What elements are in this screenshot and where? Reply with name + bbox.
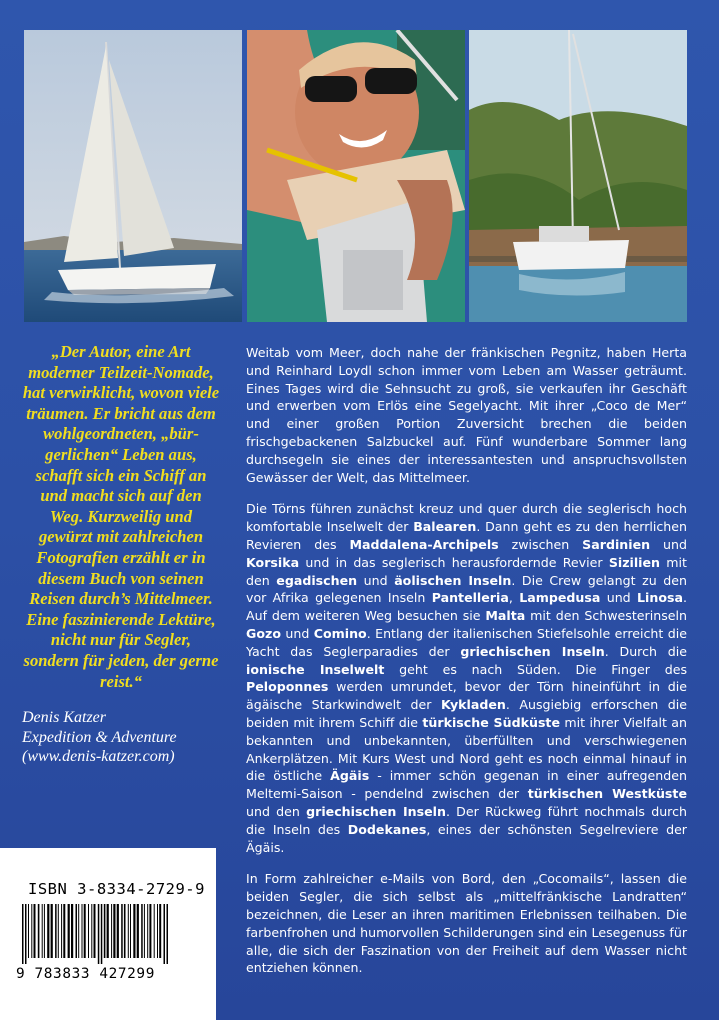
blurb-paragraph-3: In Form zahlreicher e-Mails von Bord, den „Cocomails“, lassen die beiden Segler, die sich selbst als „mittelfränkische Landratten“ bezeichnen, die Leser an ihren maritimen Erlebnissen teilhaben. Die farbenfrohen und humorvollen Schilderungen sind ein Lesegenuss für alle, die sich der Faszination von der Freiheit auf dem Wasser nicht entziehen können. [246, 871, 687, 976]
highlighted-place: Sardinien [582, 536, 651, 552]
blurb-paragraph-2 [246, 500, 687, 856]
barcode-bar [61, 904, 62, 958]
highlighted-place: Ägäis [330, 768, 370, 784]
highlighted-place: griechischen Inseln [460, 643, 605, 659]
barcode-bar [141, 904, 143, 958]
highlighted-place: Dodekanes [347, 821, 427, 837]
barcode-bar [28, 904, 29, 958]
blurb-text-segment: und [600, 590, 638, 606]
blurb-text-segment: . Dann geht es zu den herrlichen Revieren des [246, 519, 688, 552]
barcode-bar [55, 904, 57, 958]
blurb-text-segment: und [357, 572, 395, 588]
blurb-text-segment: werden umrundet, bevor der Törn hineinführt in die ägäische Starkwindwelt der [246, 679, 687, 713]
quote-author: Denis Katzer [22, 709, 106, 726]
barcode-bar [71, 904, 73, 958]
barcode-bar [78, 904, 79, 958]
barcode-bar [128, 904, 129, 958]
blurb-text [246, 344, 687, 991]
blurb-paragraph-1: Weitab vom Meer, doch nahe der fränkischen Pegnitz, haben Herta und Reinhard Loydl schon immer vom Leben am Wasser geträumt. Eines Tages wird die Sehnsucht zu groß, sie verkaufen ihr Geschäft und erwerben vom Erlös eine Segelyacht. Mit ihrer „Coco de Mer“ und einer großen Portion Zuversicht brechen die beiden frischgebackenen Salzbuckel auf. Fünf wunderbare Sommer lang durchsegeln sie eines der interessantesten und anspruchsvollsten Gewässer der Welt, das Mittelmeer. [246, 345, 687, 485]
barcode-bar [149, 904, 151, 958]
barcode-bar [167, 904, 169, 964]
barcode-bar [133, 904, 135, 958]
barcode-bar [94, 904, 96, 958]
ean-number: 9 783833 427299 [16, 966, 155, 982]
highlighted-place: griechischen Inseln [306, 803, 446, 819]
barcode-bar [68, 904, 70, 958]
highlighted-place: Peloponnes [246, 679, 329, 695]
blurb-text-segment: . Auf dem weiteren Weg besuchen sie [246, 590, 688, 624]
barcode-bar [144, 904, 145, 958]
blurb-text-segment: zwischen [498, 536, 583, 552]
testimonial-quote: „Der Autor, eine Art moderner Teilzeit-Nomade, hat verwirklicht, wovon viele träumen. Er bricht aus dem wohlgeordneten, „bürgerlichen“ Leben aus, schafft sich ein Schiff an und macht sich auf den Weg. Kurzweilig und gewürzt mit zahlreichen Fotografien erzählt er in diesem Buch von seinen Reisen durch’s Mittelmeer. Eine faszinierende Lektüre, nicht nur für Segler, sondern für jeden, der gerne reist.“ [22, 342, 220, 691]
barcode-bar [51, 904, 53, 958]
blurb-text-segment: und den [246, 803, 307, 819]
barcode-bar [104, 904, 106, 958]
highlighted-place: Pantelleria [431, 590, 509, 606]
barcode-bar [130, 904, 131, 958]
quote-attribution [22, 708, 222, 767]
highlighted-place: Balearen [413, 519, 477, 535]
barcode-bar [63, 904, 65, 958]
barcode-bar [31, 904, 32, 958]
blurb-text-segment: Die Törns führen zunächst kreuz und quer durch die seglerisch hoch komfortable Inselwelt der [246, 501, 687, 535]
highlighted-place: Gozo [246, 625, 281, 641]
blurb-text-segment: mit den [246, 554, 687, 588]
highlighted-place: ionische Inselwelt [246, 661, 385, 677]
highlighted-place: Korsika [246, 554, 300, 570]
blurb-text-segment: . Der Rückweg führt nochmals durch die Inseln des [246, 803, 687, 837]
barcode-bar [42, 904, 43, 958]
blurb-text-segment: und in das seglerisch herausfordernde Revier [299, 554, 609, 570]
sailor-portrait-photo [247, 30, 465, 322]
blurb-text-segment: und [650, 536, 687, 552]
isbn-number: ISBN 3-8334-2729-9 [28, 880, 205, 898]
barcode-bar [157, 904, 158, 958]
barcode-bar [159, 904, 161, 958]
highlighted-place: Sizilien [608, 554, 661, 570]
highlighted-place: türkischen Westküste [527, 786, 687, 802]
barcode-bar [91, 904, 92, 958]
barcode-bar [164, 904, 166, 964]
barcode-bar [76, 904, 78, 958]
barcode-bar [154, 904, 155, 958]
barcode-bar [84, 904, 86, 958]
blurb-text-segment: . Die Crew gelangt zu den vor Afrika gelegenen Inseln [246, 572, 687, 606]
barcode-bar [88, 904, 89, 958]
blurb-text-segment: mit ihrer Vielfalt an bekannten und unbekannten, überfüllten und verschwiegenen Ankerplätzen. Mit Kurs West und Nord geht es noch einmal hinauf in die östliche [246, 714, 687, 784]
barcode-bar [34, 904, 36, 958]
highlighted-place: Lampedusa [519, 590, 601, 606]
barcode-bar [38, 904, 40, 958]
barcode-bar [58, 904, 59, 958]
barcode-bar [98, 904, 100, 964]
barcode-bar [147, 904, 148, 958]
highlighted-place: Linosa [637, 590, 683, 606]
barcode-bar [117, 904, 119, 958]
quote-website: (www.denis-katzer.com) [22, 748, 175, 765]
barcode-bar [121, 904, 123, 958]
barcode-bar [124, 904, 126, 958]
blurb-text-segment: - immer schön gegenan in einer aufregenden Meltemi-Saison - pendelnd zwischen der [246, 768, 687, 802]
blurb-text-segment: . Ausgiebig erforschen die beiden mit ihrem Schiff die [246, 697, 687, 730]
highlighted-place: Kykladen [441, 697, 506, 713]
blurb-text-segment: mit den Schwesterinseln [525, 608, 687, 624]
barcode-bar [22, 904, 24, 964]
barcode-bar [111, 904, 112, 958]
blurb-text-segment: geht es nach Süden. Die Finger des [384, 661, 688, 677]
barcode-bar [25, 904, 27, 964]
barcode-bar [101, 904, 103, 964]
sailing-yacht-photo [24, 30, 242, 322]
blurb-text-segment: . Entlang der italienischen Stiefelsohle erreicht die Yacht das Seglerparadies der [246, 625, 687, 659]
highlighted-place: Malta [485, 608, 526, 624]
barcode-bar [107, 904, 109, 958]
highlighted-place: egadischen [276, 572, 358, 588]
blurb-text-segment: . Durch die [604, 643, 687, 659]
blurb-text-segment: und [280, 625, 314, 641]
highlighted-place: äolischen Inseln [394, 572, 512, 588]
highlighted-place: Comino [313, 625, 367, 641]
blurb-text-segment: , eines der schönsten Segelreviere der Ägäis. [246, 821, 687, 855]
blurb-text-segment: , [508, 590, 520, 606]
highlighted-place: Maddalena-Archipels [349, 536, 499, 552]
barcode-graphic [20, 904, 204, 964]
yacht-at-anchor-photo [469, 30, 687, 322]
quote-organization: Expedition & Adventure [22, 728, 177, 746]
barcode-bar [44, 904, 45, 958]
barcode-bar [82, 904, 83, 958]
barcode-bar [113, 904, 115, 958]
barcode-bar [137, 904, 139, 958]
barcode-bar [47, 904, 49, 958]
highlighted-place: türkische Südküste [422, 714, 560, 730]
